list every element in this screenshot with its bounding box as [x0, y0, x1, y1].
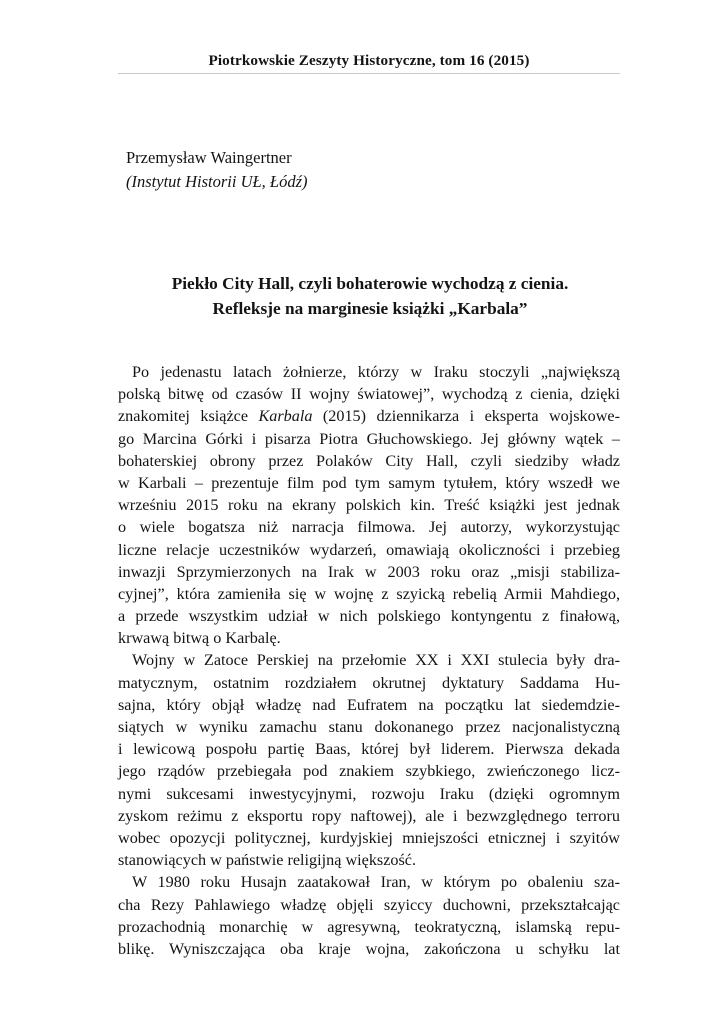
text-line: nymi sukcesami inwestycyjnymi, rozwoju Iraku (dzięki ogromnym — [118, 784, 620, 803]
text-line: a przede wszystkim udział w nich polskiego kontyngentu z finałową, — [118, 607, 620, 626]
text-line: krwawą bitwą o Karbalę. — [118, 629, 281, 648]
text-line: stanowiących w państwie religijną większość. — [118, 851, 417, 870]
text-line: inwazji Sprzymierzonych na Irak w 2003 roku oraz „misji stabiliza- — [118, 562, 620, 581]
text-line: i lewicową pospołu partię Baas, której był liderem. Pierwsza dekada — [118, 740, 620, 759]
text-line: Wojny w Zatoce Perskiej na przełomie XX i XXI stulecia były dra- — [132, 651, 620, 670]
text-line: liczne relacje uczestników wydarzeń, omawiają okoliczności i przebieg — [118, 540, 620, 559]
text-line — [118, 405, 620, 427]
body-text — [118, 361, 620, 960]
book-title: Karbala — [258, 407, 313, 426]
text-line: wobec opozycji politycznej, kurdyjskiej mniejszości etnicznej i szyitów — [118, 828, 620, 847]
running-head: Piotrkowskie Zeszyty Historyczne, tom 16 (2015) — [208, 52, 530, 69]
text-line: blikę. Wyniszczająca oba kraje wojna, zakończona u schyłku lat — [118, 939, 620, 958]
text-line: siątych w wyniku zamachu stanu dokonanego przez nacjonalistyczną — [118, 718, 620, 736]
text-line: zyskom reżimu z eksportu ropy naftowej), ale i bezwzględnego terroru — [118, 806, 620, 825]
title-line: Refleksje na marginesie książki „Karbala” — [212, 299, 528, 318]
text-line: bohaterskiej obrony przez Polaków City Hall, czyli siedziby władz — [118, 451, 620, 470]
text-line: wrześniu 2015 roku na ekrany polskich kin. Treść książki jest jednak — [118, 496, 620, 515]
text-line: o wiele bogatsza niż narracja filmowa. Jej autorzy, wykorzystując — [118, 518, 620, 537]
text-fragment: znakomitej książce — [118, 407, 259, 426]
author-affiliation: (Instytut Historii UŁ, Łódź) — [126, 172, 308, 191]
text-line: polską bitwę od czasów II wojny światowej”, wychodzą z cienia, dzięki — [118, 385, 620, 404]
text-line: prozachodnią monarchię w agresywną, teokratyczną, islamską repu- — [118, 917, 620, 936]
text-line: w Karbali – prezentuje film pod tym samym tytułem, który wszedł we — [118, 473, 620, 492]
text-line: cha Rezy Pahlawiego władzę objęli szyiccy duchowni, przekształcając — [118, 895, 620, 914]
text-line: W 1980 roku Husajn zaatakował Iran, w którym po obaleniu sza- — [132, 873, 620, 892]
text-line: jego rządów przebiegała pod znakiem szybkiego, zwieńczonego licz- — [118, 762, 620, 781]
text-line: cyjnej”, która zamieniła się w wojnę z szyicką rebelią Armii Mahdiego, — [118, 584, 620, 603]
text-fragment: (2015) dziennikarza i eksperta wojskowe- — [312, 407, 620, 426]
text-line: sajna, który objął władzę nad Eufratem na początku lat siedemdzie- — [118, 695, 620, 714]
author-name: Przemysław Waingertner — [126, 148, 292, 167]
title-line: Piekło City Hall, czyli bohaterowie wychodzą z cienia. — [171, 274, 569, 293]
text-line: Po jedenastu latach żołnierze, którzy w Iraku stoczyli „największą — [132, 363, 620, 381]
author-block — [126, 146, 308, 194]
text-line: go Marcina Górki i pisarza Piotra Głuchowskiego. Jej główny wątek – — [118, 429, 620, 448]
article-title — [100, 271, 640, 321]
header-rule — [118, 73, 620, 74]
text-line: matycznym, ostatnim rozdziałem okrutnej dyktatury Saddama Hu- — [118, 673, 620, 692]
